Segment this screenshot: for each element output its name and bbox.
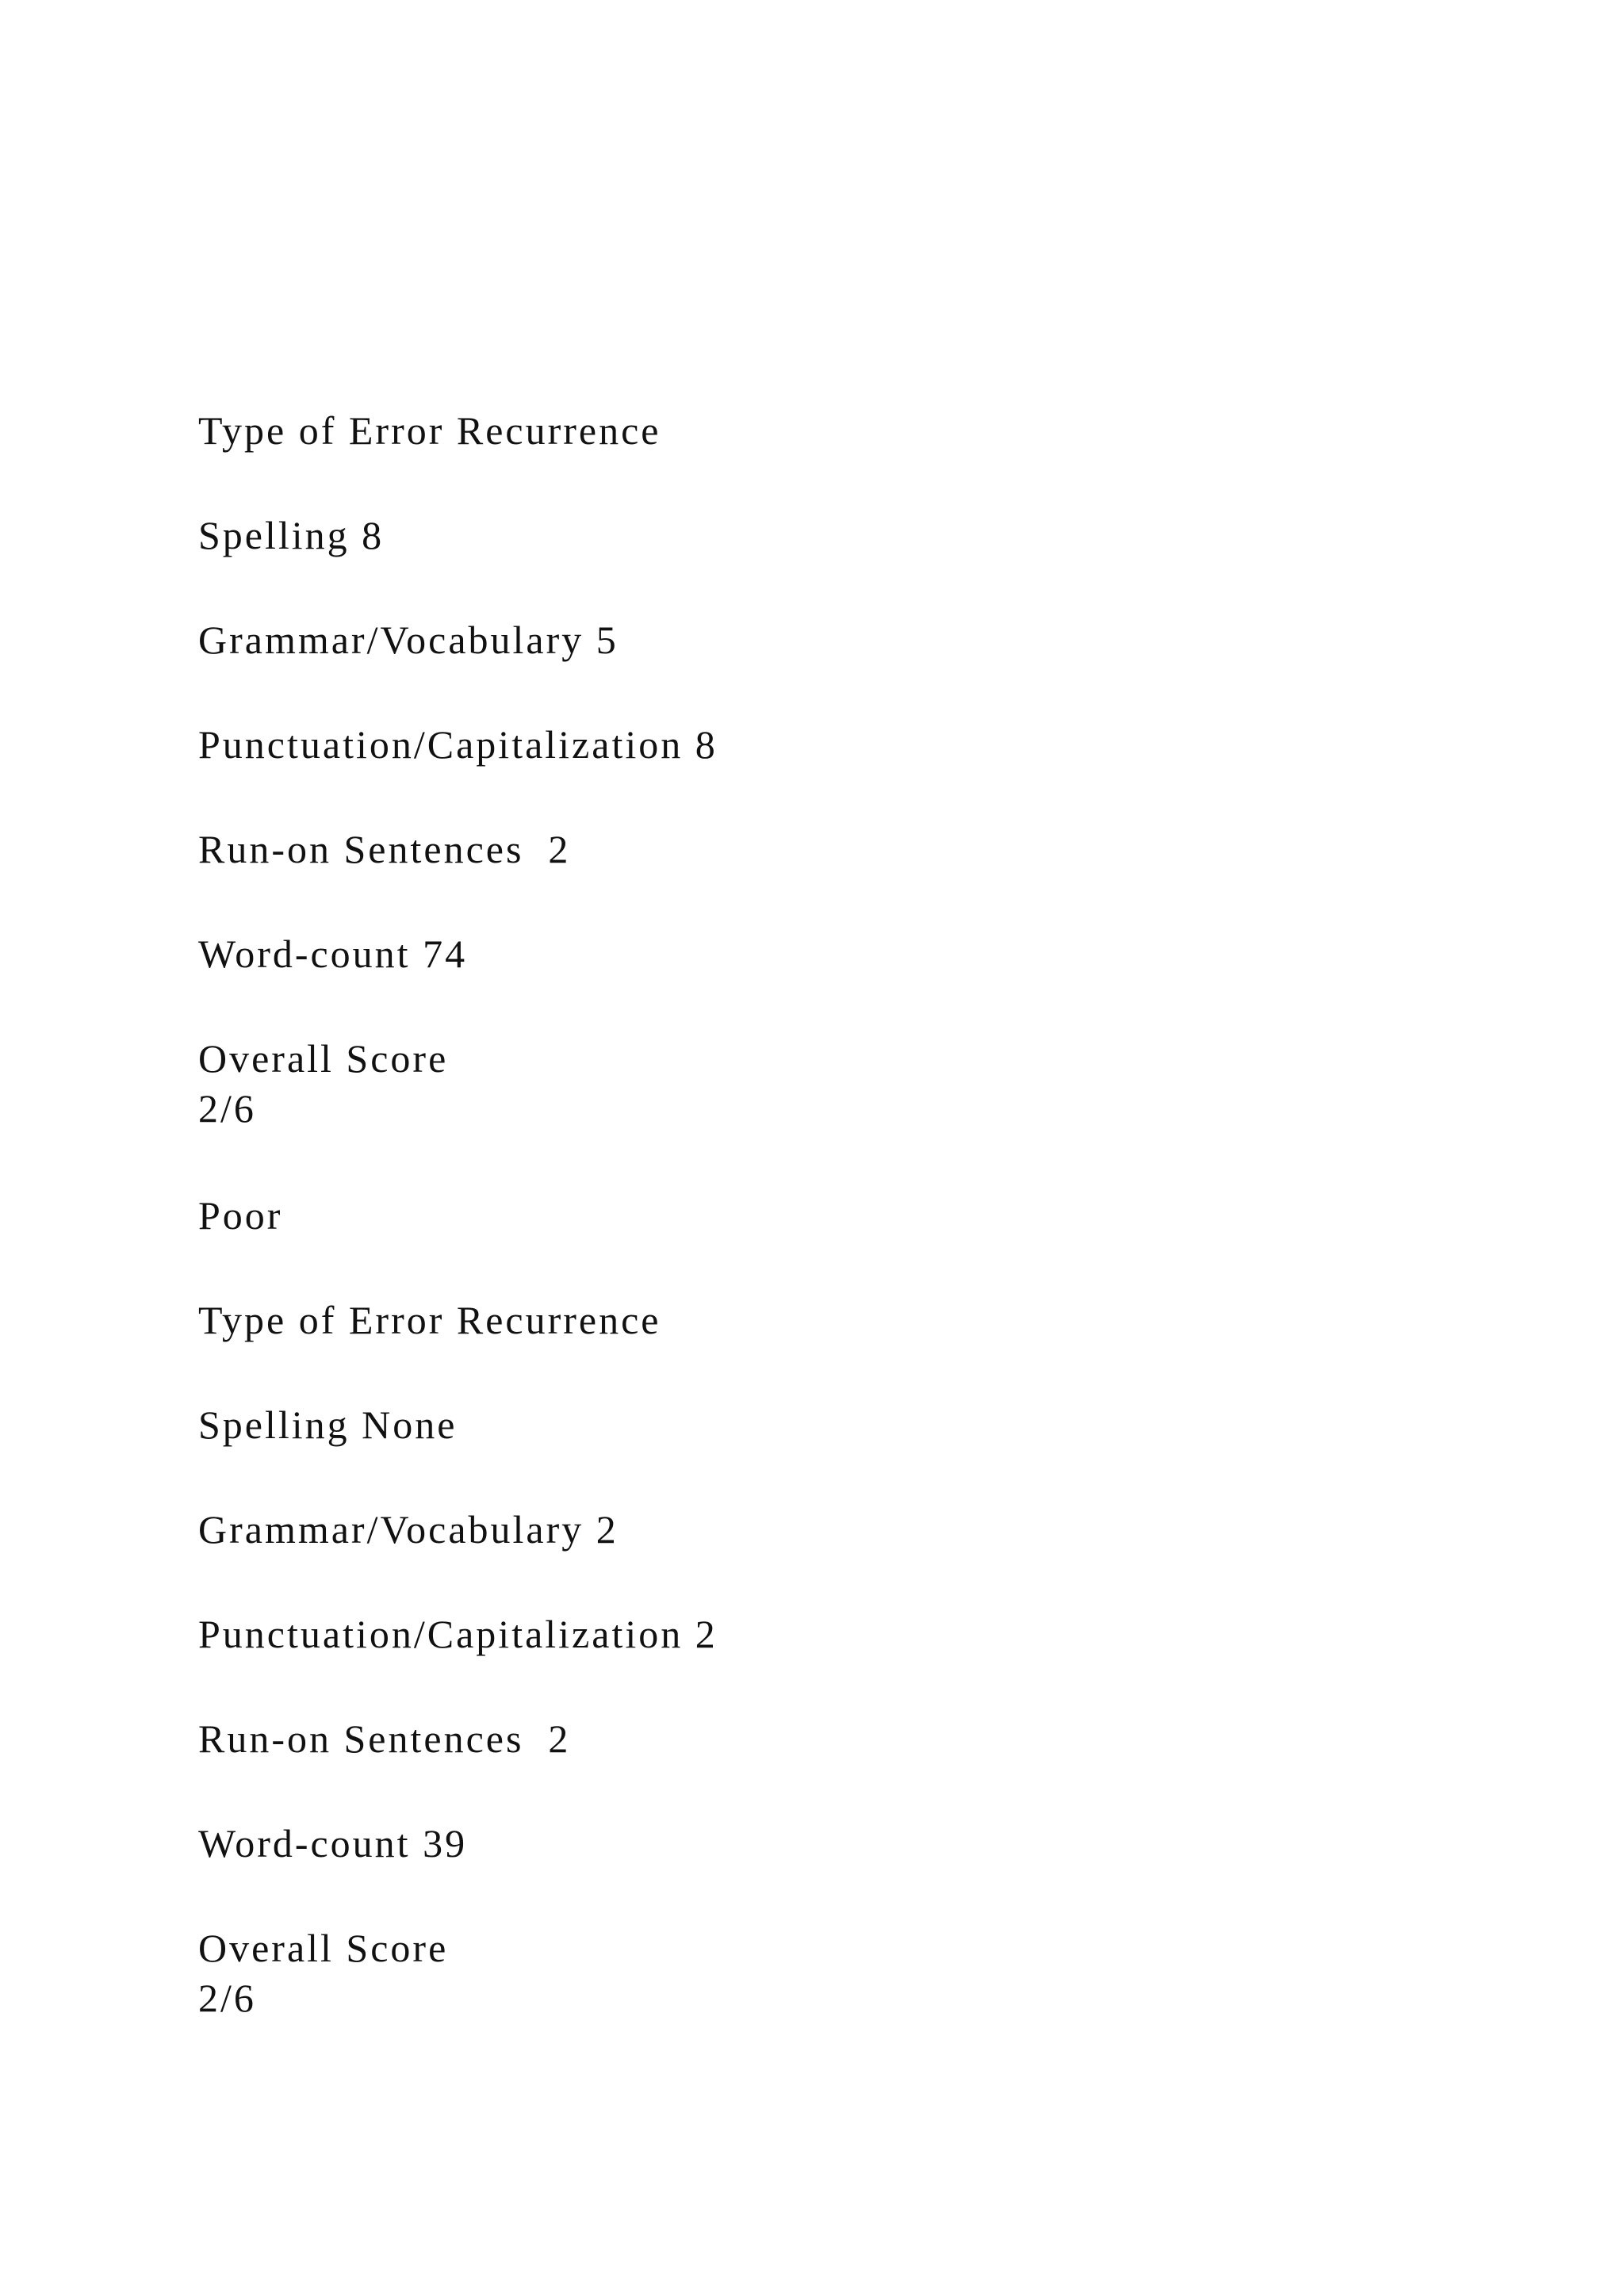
section-1-overall-value: 2/6 [198, 1086, 256, 1131]
section-2-row-run-on: Run-on Sentences 2 [198, 1716, 571, 1761]
section-1-row-run-on: Run-on Sentences 2 [198, 827, 571, 871]
section-1-rating: Poor [198, 1193, 283, 1238]
section-2-row-punctuation: Punctuation/Capitalization 2 [198, 1612, 718, 1656]
section-2-overall-value: 2/6 [198, 1976, 256, 2020]
section-1-row-spelling: Spelling 8 [198, 513, 385, 557]
section-2-header: Type of Error Recurrence [198, 1298, 661, 1342]
section-2-overall-label: Overall Score [198, 1926, 449, 1970]
section-1-row-punctuation: Punctuation/Capitalization 8 [198, 722, 718, 767]
section-1-row-grammar: Grammar/Vocabulary 5 [198, 618, 619, 662]
section-1-header: Type of Error Recurrence [198, 408, 661, 453]
section-2-row-spelling: Spelling None [198, 1402, 458, 1447]
section-2-row-grammar: Grammar/Vocabulary 2 [198, 1507, 619, 1552]
section-2-row-word-count: Word-count 39 [198, 1821, 468, 1866]
section-1-overall-label: Overall Score [198, 1036, 449, 1081]
section-1-row-word-count: Word-count 74 [198, 932, 468, 976]
